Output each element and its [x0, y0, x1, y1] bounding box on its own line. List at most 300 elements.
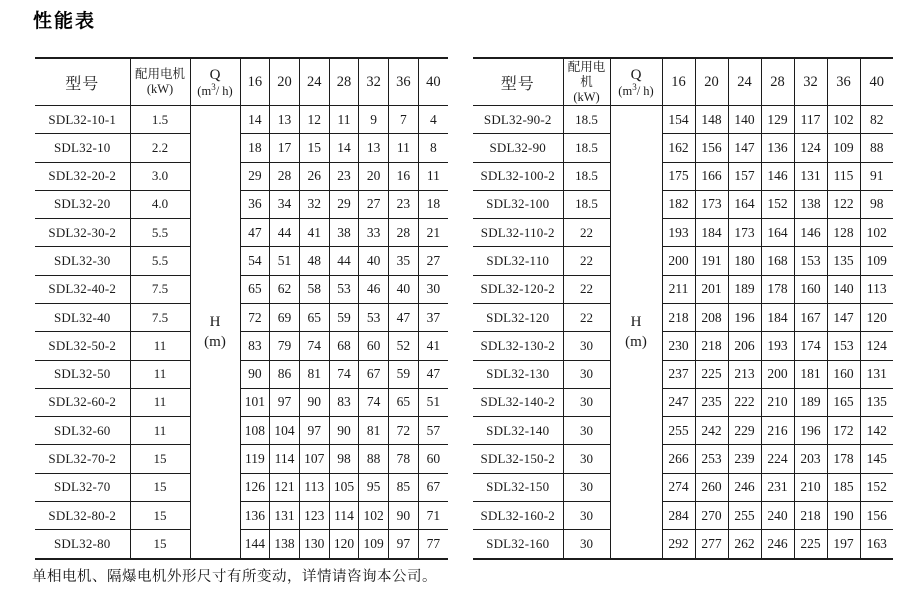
- head-value-cell: 101: [240, 388, 270, 416]
- head-value-cell: 47: [418, 360, 448, 388]
- head-value-cell: 242: [695, 417, 728, 445]
- motor-power-cell: 30: [563, 360, 610, 388]
- motor-power-column-header: [130, 58, 190, 106]
- motor-power-cell: 7.5: [130, 275, 190, 303]
- head-value-cell: 16: [389, 162, 419, 190]
- head-value-cell: 147: [827, 303, 860, 331]
- head-value-cell: 83: [240, 332, 270, 360]
- head-value-cell: 160: [827, 360, 860, 388]
- footer-note: 单相电机、隔爆电机外形尺寸有所变动，详情请咨询本公司。: [32, 569, 437, 585]
- head-value-cell: 130: [299, 530, 329, 559]
- head-value-cell: 230: [662, 332, 695, 360]
- motor-power-cell: 22: [563, 275, 610, 303]
- head-value-cell: 218: [695, 332, 728, 360]
- model-cell: SDL32-80-2: [35, 501, 130, 529]
- motor-power-cell: 30: [563, 388, 610, 416]
- head-value-cell: 29: [240, 162, 270, 190]
- model-cell: SDL32-150: [473, 473, 563, 501]
- motor-power-cell: 11: [130, 417, 190, 445]
- head-value-cell: 153: [827, 332, 860, 360]
- head-value-cell: 74: [299, 332, 329, 360]
- motor-power-label: 配用电机: [567, 59, 606, 89]
- head-value-cell: 60: [359, 332, 389, 360]
- model-cell: SDL32-40-2: [35, 275, 130, 303]
- table-row: [35, 388, 448, 416]
- head-value-cell: 120: [860, 303, 893, 331]
- motor-power-cell: 15: [130, 501, 190, 529]
- model-cell: SDL32-100-2: [473, 162, 563, 190]
- head-value-cell: 218: [794, 501, 827, 529]
- head-value-cell: 74: [359, 388, 389, 416]
- motor-power-cell: 4.0: [130, 190, 190, 218]
- head-value-cell: 113: [860, 275, 893, 303]
- head-value-cell: 34: [270, 190, 300, 218]
- head-value-cell: 240: [761, 501, 794, 529]
- head-value-cell: 23: [389, 190, 419, 218]
- head-value-cell: 15: [299, 134, 329, 162]
- head-value-cell: 35: [389, 247, 419, 275]
- head-value-cell: 65: [240, 275, 270, 303]
- head-value-cell: 260: [695, 473, 728, 501]
- head-value-cell: 146: [794, 219, 827, 247]
- head-value-cell: 86: [270, 360, 300, 388]
- head-value-cell: 165: [827, 388, 860, 416]
- head-value-cell: 142: [860, 417, 893, 445]
- model-cell: SDL32-70: [35, 473, 130, 501]
- model-cell: SDL32-120: [473, 303, 563, 331]
- head-value-cell: 109: [359, 530, 389, 559]
- head-value-cell: 180: [728, 247, 761, 275]
- flow-column-header: 36: [827, 58, 860, 106]
- head-value-cell: 88: [359, 445, 389, 473]
- model-cell: SDL32-90-2: [473, 106, 563, 134]
- motor-power-cell: 18.5: [563, 190, 610, 218]
- head-value-cell: 163: [860, 530, 893, 559]
- head-value-cell: 270: [695, 501, 728, 529]
- motor-power-cell: 11: [130, 388, 190, 416]
- head-value-cell: 157: [728, 162, 761, 190]
- head-value-cell: 30: [418, 275, 448, 303]
- head-value-cell: 78: [389, 445, 419, 473]
- head-value-cell: 23: [329, 162, 359, 190]
- head-value-cell: 121: [270, 473, 300, 501]
- model-cell: SDL32-130: [473, 360, 563, 388]
- head-value-cell: 253: [695, 445, 728, 473]
- head-value-cell: 68: [329, 332, 359, 360]
- head-value-cell: 98: [329, 445, 359, 473]
- model-cell: SDL32-160-2: [473, 501, 563, 529]
- head-value-cell: 247: [662, 388, 695, 416]
- head-value-cell: 48: [299, 247, 329, 275]
- model-cell: SDL32-90: [473, 134, 563, 162]
- head-value-cell: 211: [662, 275, 695, 303]
- model-cell: SDL32-30-2: [35, 219, 130, 247]
- head-value-cell: 40: [359, 247, 389, 275]
- cubic-superscript: 3: [632, 82, 637, 93]
- head-value-cell: 26: [299, 162, 329, 190]
- head-value-cell: 52: [389, 332, 419, 360]
- flow-q-symbol: Q: [209, 66, 221, 83]
- head-value-cell: 181: [794, 360, 827, 388]
- model-cell: SDL32-40: [35, 303, 130, 331]
- head-value-cell: 154: [662, 106, 695, 134]
- flow-q-column-header: [610, 58, 662, 106]
- head-value-cell: 9: [359, 106, 389, 134]
- head-value-cell: 277: [695, 530, 728, 559]
- head-value-cell: 189: [794, 388, 827, 416]
- head-value-cell: 51: [270, 247, 300, 275]
- head-value-cell: 7: [389, 106, 419, 134]
- head-value-cell: 79: [270, 332, 300, 360]
- head-value-cell: 172: [827, 417, 860, 445]
- table-row: [35, 332, 448, 360]
- head-value-cell: 97: [299, 417, 329, 445]
- head-value-cell: 185: [827, 473, 860, 501]
- head-value-cell: 140: [728, 106, 761, 134]
- head-value-cell: 46: [359, 275, 389, 303]
- head-value-cell: 152: [761, 190, 794, 218]
- model-cell: SDL32-130-2: [473, 332, 563, 360]
- head-symbol: H: [630, 313, 642, 330]
- head-value-cell: 200: [761, 360, 794, 388]
- head-value-cell: 72: [240, 303, 270, 331]
- head-value-cell: 28: [270, 162, 300, 190]
- motor-power-cell: 18.5: [563, 106, 610, 134]
- head-value-cell: 74: [329, 360, 359, 388]
- head-value-cell: 108: [240, 417, 270, 445]
- table-row: [35, 106, 448, 134]
- motor-power-cell: 30: [563, 473, 610, 501]
- performance-table-right: [473, 57, 893, 560]
- model-cell: SDL32-60: [35, 417, 130, 445]
- head-value-cell: 90: [389, 501, 419, 529]
- head-value-cell: 97: [270, 388, 300, 416]
- head-value-cell: 231: [761, 473, 794, 501]
- head-value-cell: 262: [728, 530, 761, 559]
- head-value-cell: 144: [240, 530, 270, 559]
- model-cell: SDL32-150-2: [473, 445, 563, 473]
- head-value-cell: 65: [389, 388, 419, 416]
- head-value-cell: 44: [329, 247, 359, 275]
- model-cell: SDL32-20-2: [35, 162, 130, 190]
- flow-column-header: 16: [662, 58, 695, 106]
- head-value-cell: 119: [240, 445, 270, 473]
- head-value-cell: 37: [418, 303, 448, 331]
- head-value-cell: 102: [827, 106, 860, 134]
- table-row: [473, 360, 893, 388]
- model-cell: SDL32-140-2: [473, 388, 563, 416]
- table-row: [35, 190, 448, 218]
- table-body: [35, 106, 448, 560]
- head-value-cell: 246: [728, 473, 761, 501]
- head-value-cell: 102: [860, 219, 893, 247]
- model-cell: SDL32-120-2: [473, 275, 563, 303]
- head-value-cell: 255: [728, 501, 761, 529]
- head-value-cell: 18: [240, 134, 270, 162]
- head-value-cell: 104: [270, 417, 300, 445]
- flow-column-header: 20: [695, 58, 728, 106]
- head-value-cell: 14: [329, 134, 359, 162]
- head-value-cell: 60: [418, 445, 448, 473]
- head-value-cell: 229: [728, 417, 761, 445]
- table-row: [35, 303, 448, 331]
- table-row: [473, 134, 893, 162]
- table-row: [35, 162, 448, 190]
- table-row: [473, 417, 893, 445]
- head-value-cell: 11: [418, 162, 448, 190]
- head-value-cell: 32: [299, 190, 329, 218]
- motor-power-cell: 30: [563, 530, 610, 559]
- model-cell: SDL32-110-2: [473, 219, 563, 247]
- table-row: [35, 219, 448, 247]
- motor-power-cell: 22: [563, 247, 610, 275]
- head-value-cell: 11: [329, 106, 359, 134]
- flow-q-unit: ($m^3/$ h): [618, 82, 654, 99]
- head-h-merged-cell: [190, 106, 240, 560]
- head-value-cell: 122: [827, 190, 860, 218]
- head-value-cell: 47: [240, 219, 270, 247]
- motor-power-cell: 18.5: [563, 162, 610, 190]
- head-value-cell: 167: [794, 303, 827, 331]
- head-value-cell: 129: [761, 106, 794, 134]
- head-value-cell: 102: [359, 501, 389, 529]
- head-value-cell: 201: [695, 275, 728, 303]
- head-value-cell: 115: [827, 162, 860, 190]
- model-cell: SDL32-160: [473, 530, 563, 559]
- head-value-cell: 131: [794, 162, 827, 190]
- table-row: [35, 473, 448, 501]
- head-value-cell: 166: [695, 162, 728, 190]
- table-row: [35, 247, 448, 275]
- head-value-cell: 193: [761, 332, 794, 360]
- motor-power-cell: 11: [130, 360, 190, 388]
- head-value-cell: 225: [794, 530, 827, 559]
- motor-power-cell: 30: [563, 445, 610, 473]
- head-value-cell: 255: [662, 417, 695, 445]
- head-value-cell: 72: [389, 417, 419, 445]
- model-cell: SDL32-10-1: [35, 106, 130, 134]
- head-value-cell: 29: [329, 190, 359, 218]
- head-value-cell: 4: [418, 106, 448, 134]
- flow-column-header: 24: [299, 58, 329, 106]
- head-value-cell: 135: [827, 247, 860, 275]
- head-value-cell: 147: [728, 134, 761, 162]
- flow-q-column-header: [190, 58, 240, 106]
- model-cell: SDL32-30: [35, 247, 130, 275]
- motor-power-column-header: [563, 58, 610, 106]
- head-value-cell: 27: [418, 247, 448, 275]
- head-value-cell: 140: [827, 275, 860, 303]
- head-value-cell: 174: [794, 332, 827, 360]
- flow-column-header: 36: [389, 58, 419, 106]
- model-cell: SDL32-10: [35, 134, 130, 162]
- head-value-cell: 152: [860, 473, 893, 501]
- table-row: [473, 162, 893, 190]
- head-value-cell: 136: [761, 134, 794, 162]
- model-cell: SDL32-140: [473, 417, 563, 445]
- table-row: [473, 332, 893, 360]
- head-value-cell: 191: [695, 247, 728, 275]
- table-row: [473, 530, 893, 559]
- table-row: [473, 473, 893, 501]
- head-value-cell: 53: [329, 275, 359, 303]
- head-value-cell: 59: [329, 303, 359, 331]
- head-value-cell: 107: [299, 445, 329, 473]
- head-value-cell: 17: [270, 134, 300, 162]
- head-value-cell: 69: [270, 303, 300, 331]
- header-row: [473, 58, 893, 106]
- head-value-cell: 53: [359, 303, 389, 331]
- flow-q-symbol: Q: [630, 66, 642, 83]
- head-value-cell: 246: [761, 530, 794, 559]
- head-value-cell: 193: [662, 219, 695, 247]
- head-value-cell: 82: [860, 106, 893, 134]
- motor-power-cell: 30: [563, 332, 610, 360]
- motor-power-cell: 7.5: [130, 303, 190, 331]
- head-value-cell: 128: [827, 219, 860, 247]
- head-value-cell: 145: [860, 445, 893, 473]
- head-value-cell: 41: [418, 332, 448, 360]
- head-value-cell: 13: [270, 106, 300, 134]
- head-value-cell: 160: [794, 275, 827, 303]
- table-row: [473, 247, 893, 275]
- head-unit: (m): [625, 334, 647, 350]
- flow-column-header: 40: [860, 58, 893, 106]
- head-value-cell: 38: [329, 219, 359, 247]
- head-value-cell: 123: [299, 501, 329, 529]
- head-value-cell: 28: [389, 219, 419, 247]
- head-value-cell: 164: [761, 219, 794, 247]
- head-value-cell: 239: [728, 445, 761, 473]
- head-value-cell: 33: [359, 219, 389, 247]
- motor-power-cell: 3.0: [130, 162, 190, 190]
- motor-power-cell: 15: [130, 445, 190, 473]
- head-value-cell: 126: [240, 473, 270, 501]
- head-value-cell: 224: [761, 445, 794, 473]
- head-value-cell: 13: [359, 134, 389, 162]
- head-value-cell: 131: [270, 501, 300, 529]
- head-value-cell: 12: [299, 106, 329, 134]
- head-value-cell: 196: [794, 417, 827, 445]
- head-value-cell: 58: [299, 275, 329, 303]
- table-row: [35, 134, 448, 162]
- head-value-cell: 47: [389, 303, 419, 331]
- head-value-cell: 90: [240, 360, 270, 388]
- motor-power-label: 配用电机: [134, 67, 185, 81]
- model-cell: SDL32-80: [35, 530, 130, 559]
- header-row: [35, 58, 448, 106]
- model-cell: SDL32-50: [35, 360, 130, 388]
- head-value-cell: 91: [860, 162, 893, 190]
- cubic-superscript: 3: [211, 82, 216, 93]
- motor-power-cell: 15: [130, 473, 190, 501]
- head-value-cell: 237: [662, 360, 695, 388]
- motor-power-cell: 22: [563, 219, 610, 247]
- head-value-cell: 54: [240, 247, 270, 275]
- model-cell: SDL32-60-2: [35, 388, 130, 416]
- head-value-cell: 164: [728, 190, 761, 218]
- table-body: [473, 106, 893, 560]
- motor-power-cell: 30: [563, 417, 610, 445]
- head-value-cell: 222: [728, 388, 761, 416]
- head-value-cell: 218: [662, 303, 695, 331]
- flow-column-header: 40: [418, 58, 448, 106]
- head-value-cell: 284: [662, 501, 695, 529]
- flow-column-header: 32: [794, 58, 827, 106]
- head-value-cell: 36: [240, 190, 270, 218]
- head-value-cell: 21: [418, 219, 448, 247]
- head-value-cell: 81: [359, 417, 389, 445]
- head-value-cell: 175: [662, 162, 695, 190]
- head-value-cell: 71: [418, 501, 448, 529]
- model-cell: SDL32-50-2: [35, 332, 130, 360]
- head-value-cell: 203: [794, 445, 827, 473]
- head-value-cell: 210: [794, 473, 827, 501]
- head-value-cell: 88: [860, 134, 893, 162]
- head-value-cell: 206: [728, 332, 761, 360]
- head-value-cell: 97: [389, 530, 419, 559]
- table-row: [35, 360, 448, 388]
- head-value-cell: 124: [860, 332, 893, 360]
- flow-q-unit: ($m^3/$ h): [197, 82, 233, 99]
- head-value-cell: 131: [860, 360, 893, 388]
- head-value-cell: 148: [695, 106, 728, 134]
- model-cell: SDL32-70-2: [35, 445, 130, 473]
- table-row: [473, 388, 893, 416]
- head-value-cell: 40: [389, 275, 419, 303]
- head-symbol: H: [209, 313, 221, 330]
- table-row: [473, 190, 893, 218]
- head-value-cell: 77: [418, 530, 448, 559]
- head-value-cell: 67: [418, 473, 448, 501]
- head-value-cell: 225: [695, 360, 728, 388]
- head-value-cell: 90: [299, 388, 329, 416]
- table-row: [473, 303, 893, 331]
- flow-column-header: 28: [761, 58, 794, 106]
- head-value-cell: 65: [299, 303, 329, 331]
- table-row: [35, 445, 448, 473]
- head-value-cell: 98: [860, 190, 893, 218]
- head-value-cell: 168: [761, 247, 794, 275]
- motor-power-cell: 22: [563, 303, 610, 331]
- head-value-cell: 85: [389, 473, 419, 501]
- head-value-cell: 197: [827, 530, 860, 559]
- head-value-cell: 14: [240, 106, 270, 134]
- head-value-cell: 114: [329, 501, 359, 529]
- table-row: [473, 219, 893, 247]
- head-value-cell: 20: [359, 162, 389, 190]
- head-value-cell: 190: [827, 501, 860, 529]
- performance-table-left: [35, 57, 448, 560]
- motor-power-cell: 15: [130, 530, 190, 559]
- head-value-cell: 156: [695, 134, 728, 162]
- head-value-cell: 173: [695, 190, 728, 218]
- head-value-cell: 208: [695, 303, 728, 331]
- head-value-cell: 83: [329, 388, 359, 416]
- model-cell: SDL32-110: [473, 247, 563, 275]
- flow-column-header: 16: [240, 58, 270, 106]
- motor-power-cell: 1.5: [130, 106, 190, 134]
- head-value-cell: 235: [695, 388, 728, 416]
- head-value-cell: 90: [329, 417, 359, 445]
- head-value-cell: 27: [359, 190, 389, 218]
- table-row: [35, 275, 448, 303]
- motor-power-unit: (kW): [146, 82, 174, 96]
- head-value-cell: 178: [761, 275, 794, 303]
- head-value-cell: 117: [794, 106, 827, 134]
- head-value-cell: 153: [794, 247, 827, 275]
- motor-power-cell: 5.5: [130, 247, 190, 275]
